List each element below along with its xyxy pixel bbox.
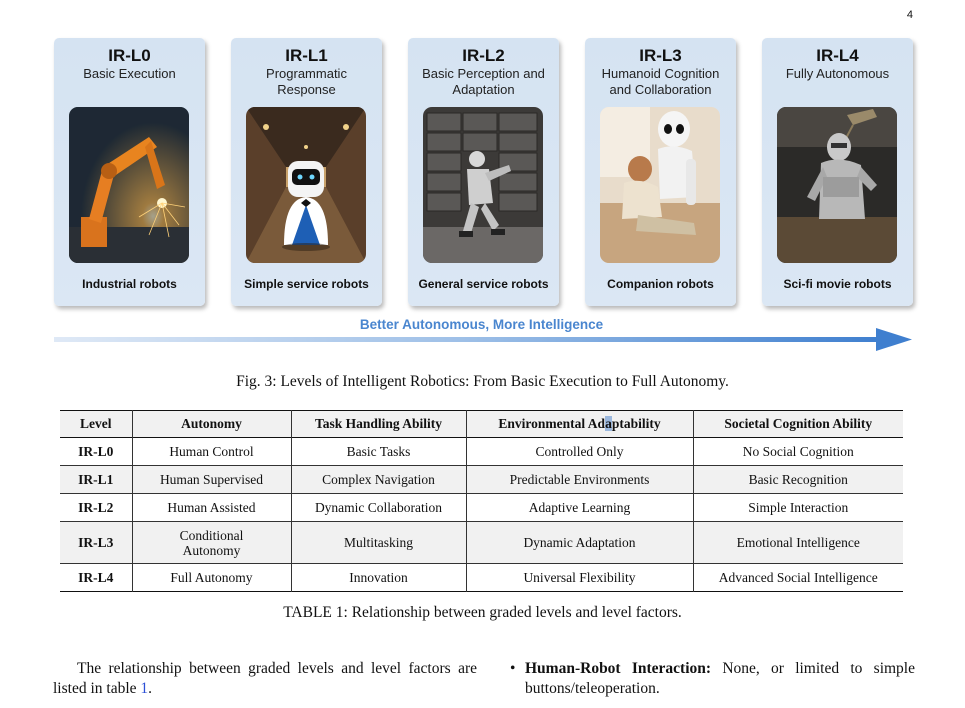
- paragraph-end: .: [148, 680, 153, 697]
- table-cell: Adaptive Learning: [466, 494, 693, 522]
- figure-caption: Fig. 3: Levels of Intelligent Robotics: From Basic Execution to Full Autonomy.: [236, 373, 729, 390]
- table-cell: IR-L0: [60, 438, 132, 466]
- bullet-item: [510, 659, 915, 699]
- scifi-robot-image: [777, 107, 897, 263]
- industrial-robot-image: [69, 107, 189, 263]
- table-cell: Conditional Autonomy: [132, 522, 291, 564]
- table-cell: IR-L1: [60, 466, 132, 494]
- humanoid-robot-image: [423, 107, 543, 263]
- figure-levels: [54, 38, 914, 306]
- table-cell: Universal Flexibility: [466, 564, 693, 592]
- table-cell: IR-L2: [60, 494, 132, 522]
- table-cell: Basic Tasks: [291, 438, 466, 466]
- page-number: 4: [906, 9, 913, 21]
- card-level-title: IR-L4: [816, 46, 859, 65]
- table-cell: Simple Interaction: [693, 494, 903, 522]
- table-cell: Full Autonomy: [132, 564, 291, 592]
- table-cell: Human Control: [132, 438, 291, 466]
- table-row: [60, 522, 903, 564]
- table-cell: Controlled Only: [466, 438, 693, 466]
- table-cell: IR-L3: [60, 522, 132, 564]
- card-robot-category: Sci-fi movie robots: [783, 277, 892, 291]
- card-robot-category: Simple service robots: [244, 277, 369, 291]
- table-header-cell: Task Handling Ability: [291, 411, 466, 438]
- level-card: [231, 38, 382, 306]
- card-level-description: Programmatic Response: [266, 66, 347, 97]
- companion-robot-image: [600, 107, 720, 263]
- table-cell: Human Supervised: [132, 466, 291, 494]
- card-level-title: IR-L2: [462, 46, 505, 65]
- table-cell: Emotional Intelligence: [693, 522, 903, 564]
- table-row: [60, 438, 903, 466]
- card-level-title: IR-L1: [285, 46, 328, 65]
- table-cell: Innovation: [291, 564, 466, 592]
- levels-table: [60, 410, 903, 592]
- card-level-title: IR-L3: [639, 46, 682, 65]
- service-robot-image: [246, 107, 366, 263]
- table-cell: IR-L4: [60, 564, 132, 592]
- table-header-cell: Level: [60, 411, 132, 438]
- bullet-text: None, or limited to simple buttons/teleoperation.: [525, 660, 915, 697]
- table-header-row: [60, 411, 903, 438]
- table-cell: Multitasking: [291, 522, 466, 564]
- table-cell: Predictable Environments: [466, 466, 693, 494]
- arrow-caption: Better Autonomous, More Intelligence: [359, 317, 604, 332]
- body-paragraph: [53, 659, 477, 699]
- level-card: [585, 38, 736, 306]
- table-cell: Complex Navigation: [291, 466, 466, 494]
- progress-arrow: [54, 326, 914, 352]
- level-card: [54, 38, 205, 306]
- card-robot-category: Industrial robots: [82, 277, 177, 291]
- text-selection-highlight: a: [605, 416, 612, 431]
- table-row: [60, 466, 903, 494]
- table-caption: TABLE 1: Relationship between graded levels and level factors.: [283, 604, 682, 621]
- card-robot-category: General service robots: [418, 277, 549, 291]
- card-level-description: Basic Execution: [83, 66, 176, 81]
- card-robot-category: Companion robots: [607, 277, 714, 291]
- table-row: [60, 564, 903, 592]
- table-reference-link[interactable]: 1: [140, 680, 149, 697]
- card-level-description: Fully Autonomous: [785, 66, 890, 81]
- level-card: [408, 38, 559, 306]
- bullet-title: Human-Robot Interaction:: [525, 660, 712, 677]
- table-cell: Dynamic Adaptation: [466, 522, 693, 564]
- card-level-description: Basic Perception and Adaptation: [422, 66, 545, 97]
- bullet-icon: •: [510, 660, 516, 677]
- card-level-title: IR-L0: [108, 46, 151, 65]
- table-header-cell: Societal Cognition Ability: [693, 411, 903, 438]
- paragraph-text: The relationship between graded levels and level factors are listed in table: [53, 660, 477, 697]
- table-cell: Dynamic Collaboration: [291, 494, 466, 522]
- level-card: [762, 38, 913, 306]
- card-level-description: Humanoid Cognition and Collaboration: [601, 66, 720, 97]
- table-cell: Human Assisted: [132, 494, 291, 522]
- table-header-cell: Environmental Adaptability: [466, 411, 693, 438]
- table-cell: Basic Recognition: [693, 466, 903, 494]
- table-row: [60, 494, 903, 522]
- table-cell: Advanced Social Intelligence: [693, 564, 903, 592]
- table-header-cell: Autonomy: [132, 411, 291, 438]
- table-cell: No Social Cognition: [693, 438, 903, 466]
